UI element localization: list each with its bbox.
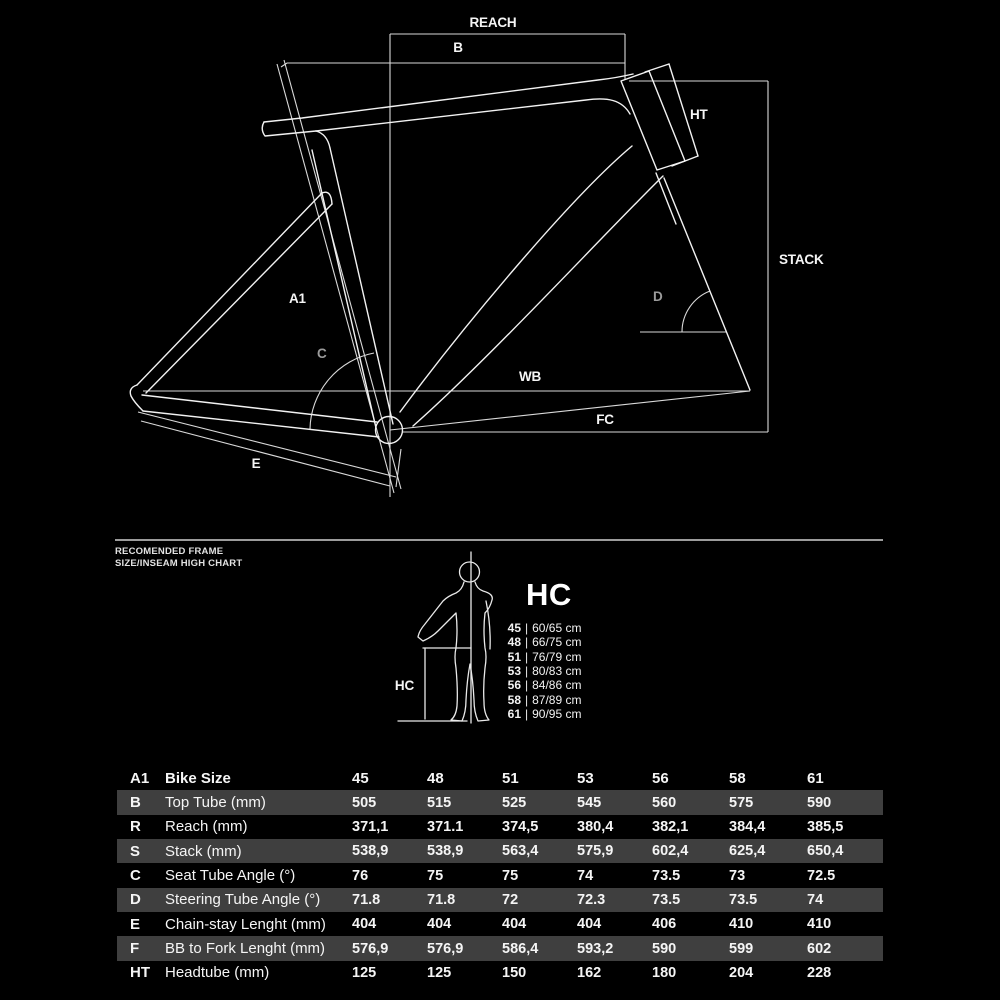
cell-value: 61 (807, 769, 824, 787)
seat-tube-right-edge (330, 148, 393, 424)
cell-value: 73 (729, 867, 746, 884)
cell-letter: F (130, 940, 140, 958)
cell-value: 204 (729, 964, 754, 981)
human-figure-drawing (398, 552, 492, 723)
table-header-row (117, 766, 883, 790)
cell-value: 404 (502, 916, 527, 933)
cell-letter: S (130, 842, 141, 860)
cell-value: 525 (502, 794, 527, 811)
cell-value: 384,4 (729, 818, 766, 835)
cell-value: 586,4 (502, 940, 539, 957)
hc-separator: | (525, 664, 529, 679)
cell-label: Steering Tube Angle (°) (165, 891, 321, 909)
cell-value: 602 (807, 940, 832, 957)
section-heading-line1: RECOMENDED FRAME (115, 546, 224, 557)
hc-inseam-value: 76/79 cm (532, 649, 582, 664)
cell-letter: R (130, 818, 141, 836)
hc-size-value: 61 (507, 707, 521, 722)
cell-value: 74 (577, 867, 594, 884)
cell-value: 75 (502, 867, 519, 884)
cell-value: 410 (729, 916, 754, 933)
cell-label: Top Tube (mm) (165, 794, 266, 812)
seat-angle-label: C (317, 346, 327, 361)
cell-value: 385,5 (807, 818, 844, 835)
top-tube-left-cap (262, 122, 316, 136)
inseam-hc-label: HC (394, 678, 414, 693)
bike-frame-drawing (130, 64, 750, 444)
cell-value: 75 (427, 867, 444, 884)
table-row (117, 863, 883, 887)
cell-value: 576,9 (427, 940, 464, 957)
front-center-label: FC (596, 412, 614, 427)
cell-value: 125 (427, 964, 452, 981)
cell-value: 404 (352, 916, 377, 933)
hc-size-value: 48 (507, 635, 521, 650)
headtube-bracket-bottom-tick (672, 156, 698, 166)
hc-list-item (497, 707, 581, 721)
hc-separator: | (525, 635, 529, 650)
cell-value: 382,1 (652, 818, 689, 835)
cell-value: 602,4 (652, 843, 689, 860)
dimension-lines (138, 34, 768, 497)
hc-inseam-value: 90/95 cm (532, 707, 582, 722)
cell-label: BB to Fork Lenght (mm) (165, 940, 326, 958)
hc-inseam-value: 80/83 cm (532, 664, 582, 679)
cell-value: 51 (502, 769, 519, 787)
hc-separator: | (525, 692, 529, 707)
cell-value: 410 (807, 916, 832, 933)
headtube-label: HT (690, 107, 708, 122)
cell-value: 150 (502, 964, 527, 981)
hc-size-value: 45 (507, 621, 521, 635)
cell-label: Headtube (mm) (165, 964, 270, 982)
cell-letter: A1 (130, 769, 150, 787)
chainstay-dimension-line-1 (138, 412, 396, 477)
cell-value: 374,5 (502, 818, 539, 835)
cell-value: 563,4 (502, 843, 539, 860)
hc-list-item (497, 664, 581, 678)
cell-value: 505 (352, 794, 377, 811)
cell-value: 74 (807, 891, 824, 908)
cell-value: 48 (427, 769, 444, 787)
chain-stay-upper (142, 395, 377, 422)
cell-value: 45 (352, 769, 369, 787)
cell-letter: HT (130, 964, 150, 982)
hc-inseam-value: 60/65 cm (532, 621, 582, 635)
cell-value: 650,4 (807, 843, 844, 860)
cell-label: Chain-stay Lenght (mm) (165, 915, 326, 933)
bike-size-label: A1 (289, 291, 306, 306)
cell-value: 58 (729, 769, 746, 787)
hc-size-value: 56 (507, 678, 521, 693)
seat-tube-fillet (316, 131, 330, 148)
cell-label: Stack (mm) (165, 842, 242, 860)
hc-separator: | (525, 621, 529, 635)
cell-value: 73.5 (729, 891, 758, 908)
cell-value: 404 (577, 916, 602, 933)
cell-value: 380,4 (577, 818, 614, 835)
top-tube-lower-edge (316, 99, 630, 131)
cell-value: 560 (652, 794, 677, 811)
cell-value: 125 (352, 964, 377, 981)
fork-steering-axis (664, 178, 750, 390)
hc-list-item (497, 650, 581, 664)
hc-inseam-value: 66/75 cm (532, 635, 582, 650)
top-tube-label: B (453, 40, 463, 55)
down-tube-lower-edge (413, 176, 663, 426)
hc-separator: | (525, 707, 529, 722)
cell-letter: E (130, 915, 141, 933)
cell-value: 599 (729, 940, 754, 957)
hc-inseam-value: 84/86 cm (532, 678, 582, 693)
cell-value: 404 (427, 916, 452, 933)
hc-size-list (497, 621, 581, 721)
table-row (117, 912, 883, 936)
cell-value: 162 (577, 964, 602, 981)
cell-label: Reach (mm) (165, 818, 248, 836)
chain-stay-lower (143, 411, 379, 437)
hc-title: HC (526, 577, 572, 612)
hc-size-value: 58 (507, 692, 521, 707)
chainstay-dimension-line-2 (141, 421, 390, 486)
cell-value: 76 (352, 867, 369, 884)
cell-value: 73.5 (652, 891, 681, 908)
down-tube-upper-edge (400, 146, 632, 412)
cell-value: 593,2 (577, 940, 614, 957)
cell-value: 575 (729, 794, 754, 811)
seat-stay-outer (137, 193, 322, 385)
chainstay-label: E (251, 456, 261, 471)
cell-value: 72 (502, 891, 519, 908)
geometry-table (117, 766, 883, 985)
hc-size-value: 53 (507, 664, 521, 679)
hc-separator: | (525, 678, 529, 693)
cell-letter: B (130, 794, 141, 812)
cell-value: 371.1 (427, 818, 464, 835)
hc-inseam-value: 87/89 cm (532, 692, 582, 707)
cell-value: 72.5 (807, 867, 836, 884)
hc-list-item (497, 621, 581, 635)
table-row (117, 961, 883, 985)
cell-value: 180 (652, 964, 677, 981)
cell-value: 625,4 (729, 843, 766, 860)
top-tube-upper-edge (264, 74, 633, 122)
hc-list-item (497, 693, 581, 707)
bottom-bracket-circle (376, 417, 403, 444)
table-row (117, 839, 883, 863)
section-heading (115, 546, 242, 569)
cell-letter: D (130, 891, 141, 909)
cell-value: 71.8 (427, 891, 456, 908)
cell-value: 228 (807, 964, 832, 981)
cell-value: 406 (652, 916, 677, 933)
seat-tube-left-edge (312, 150, 376, 428)
hc-size-value: 51 (507, 649, 521, 664)
cell-value: 575,9 (577, 843, 614, 860)
table-row (117, 888, 883, 912)
steering-angle-label: D (653, 289, 663, 304)
cell-value: 590 (807, 794, 832, 811)
cell-label: Bike Size (165, 769, 231, 787)
table-row (117, 790, 883, 814)
table-row (117, 936, 883, 960)
steering-angle-arc (682, 291, 710, 332)
cell-value: 71.8 (352, 891, 381, 908)
cell-letter: C (130, 867, 141, 885)
cell-value: 53 (577, 769, 594, 787)
hc-list-item (497, 678, 581, 692)
wheelbase-label: WB (518, 369, 542, 384)
cell-value: 538,9 (352, 843, 389, 860)
hc-separator: | (525, 649, 529, 664)
hc-list-item (497, 635, 581, 649)
rear-dropout (130, 385, 143, 411)
cell-value: 56 (652, 769, 669, 787)
table-row (117, 815, 883, 839)
reach-label: REACH (469, 15, 517, 30)
cell-value: 590 (652, 940, 677, 957)
cell-label: Seat Tube Angle (°) (165, 867, 296, 885)
cell-value: 72.3 (577, 891, 606, 908)
cell-value: 73.5 (652, 867, 681, 884)
cell-value: 371,1 (352, 818, 389, 835)
cell-value: 545 (577, 794, 602, 811)
cell-value: 515 (427, 794, 452, 811)
section-heading-line2: SIZE/INSEAM HIGH CHART (115, 557, 243, 569)
figure-head (460, 562, 480, 582)
seat-axis-line-2 (284, 60, 401, 489)
figure-body-outline (418, 582, 492, 721)
cell-value: 538,9 (427, 843, 464, 860)
cell-value: 576,9 (352, 940, 389, 957)
stack-label: STACK (779, 252, 824, 267)
headtube-bracket-top-tick (645, 64, 669, 72)
